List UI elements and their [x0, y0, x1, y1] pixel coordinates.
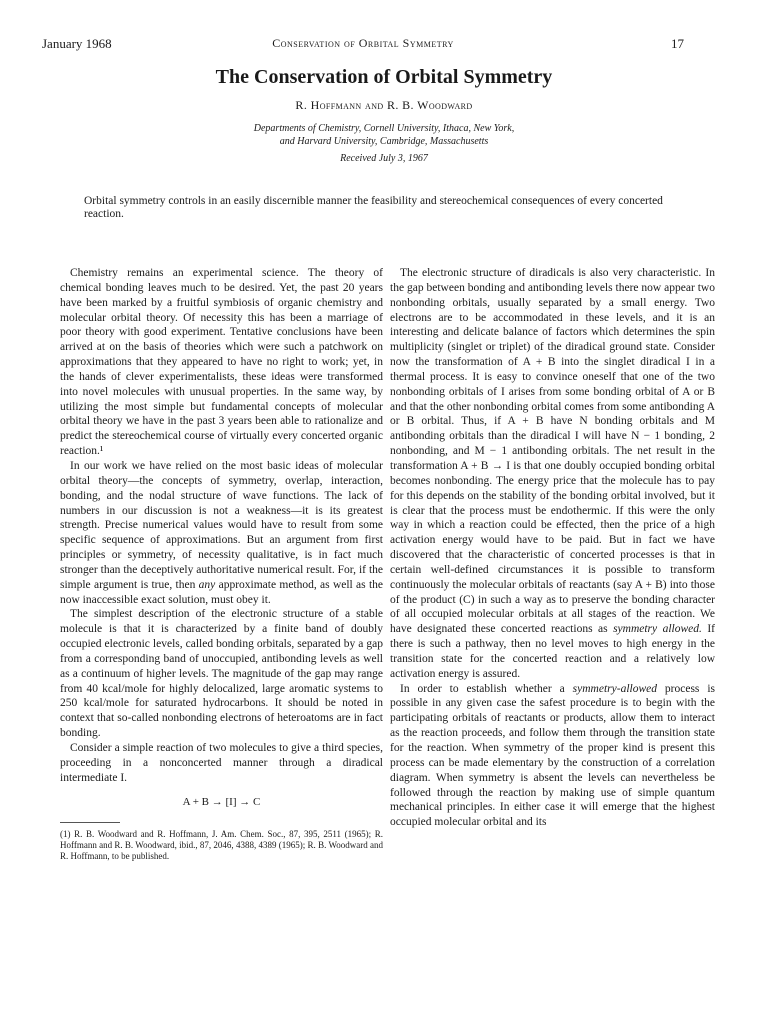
paragraph: Consider a simple reaction of two molecules to give a third species, proceeding in a nonconcerted manner through a diradical intermediate I.	[60, 742, 383, 784]
paragraph	[390, 266, 715, 682]
text-run: approximate method, as well as the now inaccessible exact solution, must obey it.	[60, 578, 384, 606]
text-run: In order to establish whether a	[400, 682, 573, 695]
affiliation	[0, 122, 768, 148]
affiliation-line: Departments of Chemistry, Cornell University, Ithaca, New York,	[253, 123, 515, 134]
running-title: Conservation of Orbital Symmetry	[272, 36, 454, 50]
left-column	[60, 266, 383, 862]
page-number: 17	[671, 36, 684, 51]
running-head	[42, 36, 684, 52]
article-authors: R. Hoffmann and R. B. Woodward	[295, 98, 473, 112]
affiliation-line: and Harvard University, Cambridge, Massachusetts	[279, 136, 489, 147]
right-column	[390, 266, 715, 830]
footnote-divider	[60, 822, 120, 823]
abstract: Orbital symmetry controls in an easily discernible manner the feasibility and stereochemical consequences of every concerted reaction.	[84, 195, 663, 220]
emphasis-text: any	[198, 578, 216, 591]
received-date: Received July 3, 1967	[340, 153, 428, 164]
paragraph: Chemistry remains an experimental science. The theory of chemical bonding leaves much to be desired. Yet, the past 20 years have been marked by a fruitful symbiosis of organic chemistry and molecular orbital theory. Of necessity this has been a marriage of poor theory with good experiment. Tentative conclusions have been arrived at on the basis of theories which were such a patchwork on approximations that they appeared to have no right to work; yet, in the hands of clever experimentalists, these ideas were transformed into novel molecules with unusual properties. In the same way, by utilizing the most simple but fundamental concepts of molecular orbital theory we have in the past 3 years been able to rationalize and predict the stereochemical course of virtually every concerted organic reaction.¹	[60, 267, 383, 458]
footnote: (1) R. B. Woodward and R. Hoffmann, J. Am. Chem. Soc., 87, 395, 2511 (1965); R. Hoffmann and R. B. Woodward, ibid., 87, 2046, 4388, 4389 (1965); R. B. Woodward and R. Hoffmann, to be published.	[60, 828, 383, 861]
issue-date: January 1968	[42, 36, 112, 51]
text-run: If there is such a pathway, then no level moves to high energy in the transition state for the concerted reaction and a relatively low activation energy is assured.	[390, 623, 716, 680]
text-run: process is possible in any given case the safest procedure is to begin with the participating orbitals of reactants or products, allow them to interact as the reaction proceeds, and follow them through the transition state for the reaction. When symmetry of the proper kind is present this process can be made elementary by the construction of a correlation diagram. When symmetry is absent the levels can nevertheless be followed through the reaction by making use of simple quantum mechanical principles. In either case it will emerge that the highest occupied molecular orbital and its	[390, 682, 715, 829]
text-run: The electronic structure of diradicals is also very characteristic. In the gap between bonding and antibonding levels there now appear two nonbonding orbitals, usually separated by a small energy. Two electrons are to be accommodated in these levels, and it is an interesting and delicate balance of factors which determines the spin multiplicity (singlet or triplet) of the diradical ground state. Consider now the transformation of A + B into the singlet diradical I in a thermal process. It is easy to convince oneself that one of the two nonbonding orbitals of I arises from some bonding orbital of A or B and that the other nonbonding orbital comes from some antibonding A or B orbital. Thus, if A + B have N bonding orbitals and M antibonding orbitals than the diradical I will have N − 1 bonding, 2 nonbonding, and M − 1 antibonding orbitals. The net result in the transformation A + B → I is that one doubly occupied bonding orbital becomes nonbonding. The energy price that the molecule has to pay for this depends on the stability of the bonding orbital involved, but it is clear that the process must be endothermic. If this were the only way in which a reaction could be effected, then the price of a high activation energy would have to be paid. But in fact we have discovered that the characteristic of concerted processes is that in certain well-defined circumstances it is possible to transform continuously the molecular orbitals of reactants (say A + B) into those of the product (C) in such a way as to preserve the bonding character of all occupied molecular orbitals at all stages of the reaction. We have designated these concerted reactions as	[390, 267, 715, 636]
reaction-equation: A + B → [I] → C	[182, 795, 261, 808]
article-title: The Conservation of Orbital Symmetry	[215, 66, 553, 88]
paragraph: The simplest description of the electronic structure of a stable molecule is that it is characterized by a finite band of doubly occupied electronic levels, called bonding orbitals, separated by a gap from a corresponding band of unoccupied, antibonding levels as well as a continuum of higher levels. The magnitude of the gap may range from 40 kcal/mole for highly delocalized, large aromatic systems to 250 kcal/mole for saturated hydrocarbons. It should be noted in context that so-called nonbonding electrons of heteroatoms are in fact bonding.	[60, 608, 383, 740]
emphasis-text: symmetry-allowed	[572, 682, 657, 695]
paragraph	[390, 682, 715, 830]
paragraph	[60, 459, 383, 607]
text-run: In our work we have relied on the most basic ideas of molecular orbital theory—the concepts of symmetry, overlap, interaction, bonding, and the nodal structure of wave functions. The lack of numbers in our discussion is not a weakness—it is its greatest strength. Precise numerical values would have to result from some specific sequence of approximations. But an argument from first principles or symmetry, of necessity qualitative, is in fact much stronger than the deceptively authoritative numerical result. For, if the simple argument is true, then	[60, 459, 383, 591]
emphasis-text: symmetry allowed.	[613, 623, 702, 636]
